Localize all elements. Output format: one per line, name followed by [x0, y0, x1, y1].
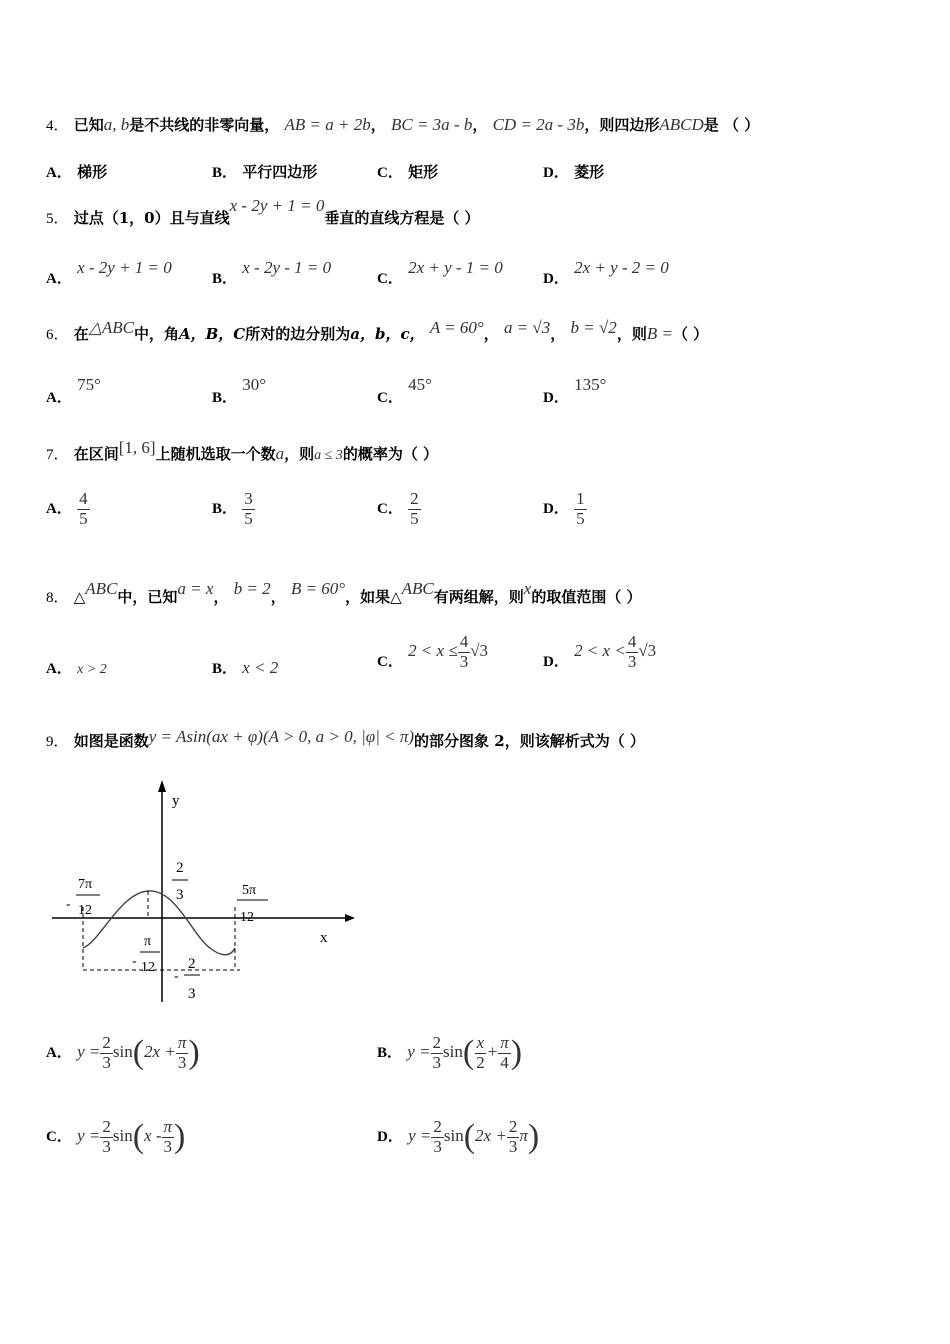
stem-text: 在区间: [73, 445, 119, 463]
fraction: [77, 490, 90, 528]
numerator: x: [476, 1033, 485, 1052]
stem-text: 是 （ ）: [703, 116, 760, 134]
option-d[interactable]: [543, 374, 607, 406]
option-a[interactable]: [46, 161, 107, 182]
option-text: 2x + y - 2 = 0: [574, 258, 669, 277]
denominator: 3: [163, 1136, 173, 1156]
option-label: C．: [377, 271, 403, 287]
numerator: 2: [410, 489, 419, 508]
stem-text: 如图是函数: [73, 732, 149, 750]
fraction: [242, 490, 255, 528]
option-d[interactable]: [543, 161, 604, 182]
option-text: y =: [77, 1126, 101, 1146]
stem-text: 过点（1，0）且与直线: [73, 209, 230, 227]
fraction: [100, 1118, 113, 1156]
option-label: A．: [46, 390, 72, 406]
top-denominator: 3: [176, 887, 184, 903]
y-axis-label: y: [172, 793, 180, 809]
minus-sign: -: [174, 969, 179, 984]
option-text: 30°: [242, 375, 267, 394]
option-text: 2 < x <: [574, 641, 626, 661]
option-label: C．: [377, 501, 403, 518]
minus-sign: -: [132, 954, 137, 969]
bottom-denominator: 3: [188, 986, 196, 1002]
stem-text: 所对的边分别为: [245, 325, 351, 343]
option-text: x - 2y - 1 = 0: [242, 258, 332, 277]
stem-text: ，则四边形: [584, 116, 660, 134]
fraction: [474, 1034, 487, 1072]
denominator: 3: [102, 1136, 111, 1156]
stem-text: 垂直的直线方程是（ ）: [324, 209, 480, 227]
fraction: [626, 633, 639, 671]
y-axis-arrow-icon: [158, 780, 166, 792]
math-triangle: ABC: [401, 579, 434, 598]
option-label: A．: [46, 271, 72, 287]
option-text: y =: [77, 1042, 101, 1062]
option-c[interactable]: [377, 257, 503, 287]
math-a: a: [275, 444, 285, 463]
fraction: [458, 633, 471, 671]
left-denominator: 12: [78, 903, 92, 918]
option-label: C．: [377, 390, 403, 406]
x-axis-label: x: [320, 930, 328, 946]
option-text: 2x +: [144, 1042, 176, 1062]
denominator: 5: [79, 508, 88, 528]
option-label: B．: [212, 165, 238, 181]
option-a[interactable]: A． y = $\frac{2}{3}$ sin(2x + $\frac{\pi}{3}$ ): [46, 1033, 200, 1072]
stem-text: （ ）: [672, 325, 709, 343]
denominator: 3: [432, 1052, 442, 1072]
separator: ，: [213, 588, 229, 606]
option-label: D．: [543, 271, 569, 287]
denominator: 3: [433, 1136, 442, 1156]
question-4-stem: [46, 114, 759, 135]
question-7-stem: [46, 438, 439, 464]
option-text: 梯形: [77, 163, 108, 181]
denominator: 4: [500, 1052, 509, 1072]
mid-denominator: 12: [141, 960, 155, 975]
option-c[interactable]: [377, 374, 432, 406]
math-triangle: △ABC: [88, 318, 134, 337]
stem-text: 的取值范围（ ）: [531, 588, 642, 606]
denominator: 5: [576, 508, 585, 528]
option-text: 矩形: [408, 163, 439, 181]
math-side-a: a = √3: [503, 318, 551, 337]
option-text: x > 2: [77, 662, 107, 677]
sin-text: sin: [112, 1126, 133, 1146]
option-label: B．: [377, 1045, 403, 1062]
fraction: [431, 1118, 444, 1156]
option-text: x - 2y + 1 = 0: [77, 258, 172, 277]
numerator: 3: [244, 489, 253, 508]
denominator: 2: [476, 1052, 485, 1072]
separator: ，: [483, 325, 499, 343]
sin-text: sin: [443, 1126, 464, 1146]
option-label: C．: [46, 1129, 72, 1146]
separator: ，: [550, 325, 566, 343]
option-text: 菱形: [574, 163, 605, 181]
option-text: 45°: [408, 375, 432, 394]
math-side-a: a = x: [177, 579, 214, 598]
top-numerator: 2: [176, 860, 184, 876]
numerator: 2: [508, 1117, 518, 1136]
plus-sign: +: [486, 1042, 499, 1062]
option-label: B．: [212, 271, 238, 287]
numerator: 4: [459, 632, 469, 651]
math-function: y = Asin(ax + φ)(A > 0, a > 0, |φ| < π): [148, 727, 415, 746]
option-b[interactable]: [212, 374, 267, 406]
question-6-stem: [46, 318, 709, 344]
option-text: x -: [144, 1126, 162, 1146]
sin-text: sin: [443, 1042, 463, 1062]
option-label: B．: [212, 390, 238, 406]
math-cd: CD = 2a - 3b: [492, 115, 585, 134]
sine-curve: [83, 891, 235, 955]
option-text: y =: [407, 1042, 431, 1062]
stem-text: 中，角: [133, 325, 179, 343]
fraction: [176, 1034, 189, 1072]
option-label: B．: [212, 501, 238, 518]
question-number: 7．: [46, 447, 69, 463]
option-label: D．: [377, 1129, 403, 1146]
math-x: x: [523, 579, 532, 598]
stem-text: 中，已知: [117, 588, 178, 606]
math-angle-a: A = 60°: [429, 318, 484, 337]
fraction: [498, 1034, 511, 1072]
question-number: 9．: [46, 734, 69, 750]
numerator: 2: [102, 1117, 111, 1136]
separator: ，: [472, 116, 488, 134]
question-8-stem: [46, 579, 642, 607]
option-b[interactable]: [212, 161, 317, 182]
option-c[interactable]: [377, 161, 438, 182]
option-a[interactable]: [46, 257, 172, 287]
option-text: y =: [408, 1126, 432, 1146]
option-text: 135°: [574, 375, 607, 394]
option-b[interactable]: B． y = $\frac{2}{3}$ sin( $\frac{x}{2}$ + $\frac{\pi}{4}$ ): [377, 1033, 523, 1072]
numerator: π: [500, 1033, 509, 1052]
bottom-numerator: 2: [188, 956, 196, 972]
option-c[interactable]: C． y = $\frac{2}{3}$ sin(x - $\frac{\pi}{3}$ ): [46, 1117, 186, 1156]
stem-text: a，b，c，: [350, 325, 425, 343]
option-text: 平行四边形: [242, 163, 318, 181]
stem-text: 已知: [73, 116, 104, 134]
option-a[interactable]: [46, 657, 107, 678]
option-a[interactable]: [46, 374, 101, 406]
right-denominator: 12: [240, 910, 254, 925]
numerator: 2: [432, 1033, 442, 1052]
option-label: D．: [543, 654, 569, 671]
question-number: 8．: [46, 590, 69, 606]
math-triangle: ABC: [85, 579, 118, 598]
fraction: [431, 1034, 444, 1072]
option-text: π: [519, 1126, 528, 1146]
fraction: [574, 490, 587, 528]
option-a[interactable]: [46, 490, 90, 528]
fraction: [100, 1034, 113, 1072]
stem-text: 的部分图象 2，则该解析式为（ ）: [414, 732, 645, 750]
stem-text: A，B，C: [178, 325, 246, 343]
denominator: 3: [102, 1052, 111, 1072]
math-side-b: b = √2: [570, 318, 617, 337]
option-label: D．: [543, 501, 569, 518]
numerator: π: [163, 1117, 173, 1136]
option-text: x < 2: [242, 658, 279, 677]
option-label: A．: [46, 1045, 72, 1062]
fraction: [408, 490, 421, 528]
option-c[interactable]: [377, 490, 421, 528]
sin-text: sin: [112, 1042, 133, 1062]
minus-sign: -: [66, 897, 71, 912]
math-condition: a ≤ 3: [314, 448, 343, 463]
numerator: 2: [433, 1117, 442, 1136]
option-text: √3: [470, 641, 489, 661]
option-label: C．: [377, 654, 403, 671]
denominator: 5: [410, 508, 419, 528]
right-numerator: 5π: [242, 883, 257, 898]
stem-text: ，如果△: [345, 588, 402, 606]
denominator: 3: [459, 651, 469, 671]
option-text: √3: [638, 641, 657, 661]
question-number: 5．: [46, 211, 69, 227]
math-interval: [1, 6]: [118, 438, 156, 457]
stem-text: 上随机选取一个数: [155, 445, 276, 463]
stem-text: ，则: [284, 445, 315, 463]
question-number: 6．: [46, 327, 69, 343]
numerator: 2: [102, 1033, 111, 1052]
math-bc: BC = 3a - b: [390, 115, 473, 134]
option-text: 2x + y - 1 = 0: [408, 258, 503, 277]
math-side-b: b = 2: [233, 579, 271, 598]
option-text: 75°: [77, 375, 101, 394]
left-numerator: 7π: [78, 877, 93, 892]
option-label: A．: [46, 501, 72, 518]
option-b[interactable]: [212, 657, 278, 678]
numerator: 4: [627, 632, 637, 651]
option-text: 2x +: [475, 1126, 507, 1146]
numerator: π: [177, 1033, 187, 1052]
math-abcd: ABCD: [659, 115, 704, 134]
denominator: 3: [508, 1136, 518, 1156]
denominator: 3: [177, 1052, 187, 1072]
stem-text: 的概率为（ ）: [342, 445, 439, 463]
option-b[interactable]: [212, 490, 255, 528]
question-number: 4．: [46, 118, 69, 134]
option-d[interactable]: [543, 257, 669, 287]
question-5-stem: [46, 196, 480, 228]
separator: ，: [270, 588, 286, 606]
option-b[interactable]: [212, 257, 332, 287]
option-label: A．: [46, 165, 72, 181]
numerator: 4: [79, 489, 88, 508]
mid-numerator: π: [144, 934, 152, 949]
fraction: [507, 1118, 520, 1156]
question-9-stem: [46, 727, 645, 751]
option-label: B．: [212, 661, 238, 677]
option-label: D．: [543, 165, 569, 181]
stem-text: 在: [73, 325, 89, 343]
option-label: D．: [543, 390, 569, 406]
math-angle-b: B = 60°: [290, 579, 346, 598]
stem-text: 有两组解，则: [433, 588, 524, 606]
separator: ，: [370, 116, 386, 134]
math-line: x - 2y + 1 = 0: [229, 196, 325, 215]
math-angle-b: B =: [646, 324, 673, 343]
stem-text: ，则: [616, 325, 647, 343]
option-label: C．: [377, 165, 403, 181]
option-d[interactable]: [543, 490, 587, 528]
math-vectors: a, b: [103, 115, 130, 134]
fraction: [162, 1118, 175, 1156]
option-d[interactable]: D． y = $\frac{2}{3}$ sin(2x + $\frac{2}{3}$ π): [377, 1117, 540, 1156]
stem-text: △: [73, 588, 86, 606]
denominator: 5: [244, 508, 253, 528]
numerator: 1: [576, 489, 585, 508]
x-axis-arrow-icon: [345, 914, 355, 922]
stem-text: 是不共线的非零向量，: [129, 116, 280, 134]
option-label: A．: [46, 661, 72, 677]
math-ab: AB = a + 2b: [284, 115, 371, 134]
function-graph: [40, 770, 360, 1010]
option-d[interactable]: [543, 633, 656, 671]
denominator: 3: [627, 651, 637, 671]
option-c[interactable]: [377, 633, 488, 671]
option-text: 2 < x ≤: [408, 641, 458, 661]
